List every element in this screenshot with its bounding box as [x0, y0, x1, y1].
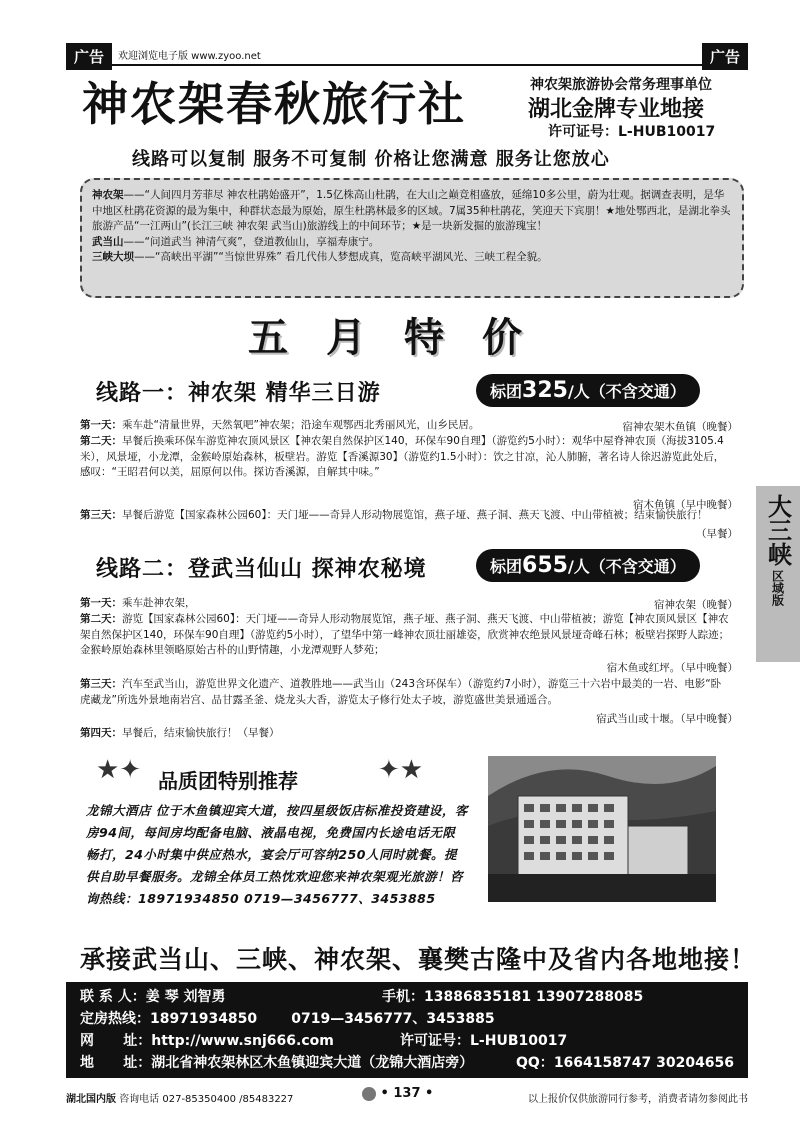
- intro-text-wudang: ——“问道武当 神清气爽”，登道教仙山，享福寿康宁。: [123, 235, 380, 248]
- day-text: 乘车赴神农架，: [122, 597, 196, 609]
- website-label: 网 址：: [80, 1033, 152, 1049]
- route1-price-badge: [476, 374, 700, 407]
- day-label: 第一天：: [80, 597, 122, 609]
- contact-block: [66, 982, 748, 1078]
- qq-label: QQ：: [516, 1055, 554, 1071]
- day-text: 游览【国家森林公园60】：天门垭——奇异人形动物展览馆，燕子垭、燕子洞、燕天飞渡、中山带植被；游览【神农顶风景区【神农架自然保护区140，环保车90自理】（游览约5小时），了望华中第一峰神农顶壮丽雄姿，欣赏神农绝景风景垭奇峰石林；板壁岩探野人踪迹；金猴岭原始森林里领略原始古朴的山野情趣，小龙潭观野人梦苑；: [80, 613, 730, 656]
- hotel-photo-illustration: [488, 756, 716, 902]
- address-text: 湖北省神农架林区木鱼镇迎宾大道（龙锦大酒店旁）: [151, 1055, 474, 1071]
- hotline-row: [80, 1008, 495, 1030]
- route1-day2-note: 宿木鱼镇（早中晚餐）: [633, 499, 738, 511]
- route2-day2: [80, 612, 730, 659]
- mobile-row: [382, 986, 643, 1008]
- contact-person-row: [80, 986, 226, 1008]
- recommend-title: 品质团特别推荐: [158, 769, 298, 793]
- ad-label-right: 广告: [702, 43, 748, 70]
- company-name: 神农架春秋旅行社: [82, 77, 466, 131]
- header-rule: [66, 64, 748, 66]
- hotel-description: 龙锦大酒店 位于木鱼镇迎宾大道，按四星级饭店标准投资建设，客房94间，每间房均配备电脑、液晶电视，免费国内长途电话无限畅打，24小时集中供应热水，宴会厅可容纳250人同时就餐。提供自助早餐服务。龙锦全体员工热忱欢迎您来神农架观光旅游！咨询热线：18971934850 0719—3456777、3453885: [86, 803, 468, 906]
- route1-day3-note: （早餐）: [696, 528, 738, 540]
- slogan: 线路可以复制 服务不可复制 价格让您满意 服务让您放心: [132, 149, 610, 170]
- intro-label-wudang: 武当山: [92, 235, 124, 248]
- hotline-number: 18971934850 0719—3456777、3453885: [150, 1011, 495, 1027]
- day-label: 第三天：: [80, 509, 122, 521]
- intro-label-shennongjia: 神农架: [92, 189, 124, 201]
- contact-person-label: 联 系 人：: [80, 989, 146, 1005]
- footer-left: [66, 1090, 293, 1105]
- license-row: [400, 1030, 567, 1052]
- contact-person: 姜 琴 刘智勇: [145, 989, 226, 1005]
- route1-price-prefix: 标团: [490, 382, 523, 401]
- day-label: 第三天：: [80, 678, 122, 690]
- address-row: [80, 1052, 473, 1074]
- mobile-number: 13886835181 13907288085: [424, 989, 644, 1005]
- route2-day2-note: 宿木鱼或红坪。（早中晚餐）: [606, 662, 738, 674]
- license-number: L-HUB10017: [470, 1033, 568, 1049]
- footer-disclaimer: 以上报价仅供旅游同行参考，消费者请勿参阅此书: [528, 1094, 748, 1105]
- route1-day3: [80, 508, 730, 524]
- hotline-label: 定房热线：: [80, 1011, 150, 1027]
- route2-day4: [80, 726, 640, 742]
- route2-day3-note: 宿武当山或十堰。（早中晚餐）: [596, 713, 738, 725]
- side-tab-small: 区域版: [770, 570, 785, 606]
- website-row: [80, 1030, 334, 1052]
- day-label: 第二天：: [80, 435, 122, 447]
- region-side-tab: [756, 486, 800, 662]
- route1-price-suffix: /人（不含交通）: [567, 382, 686, 401]
- day-text: 早餐后，结束愉快旅行！（早餐）: [122, 727, 280, 739]
- route2-day3: [80, 677, 730, 708]
- route2-price: 655: [522, 553, 568, 578]
- qq-row: [516, 1052, 734, 1074]
- association-text: 神农架旅游协会常务理事单位: [530, 77, 712, 93]
- day-label: 第二天：: [80, 613, 122, 625]
- route2-day1-note: 宿神农架（晚餐）: [654, 599, 738, 611]
- intro-box: [80, 178, 744, 298]
- fireworks-star-icon: ★✦: [96, 755, 142, 785]
- route1-day2: [80, 434, 730, 481]
- gold-service-text: 湖北金牌专业地接: [528, 97, 705, 122]
- welcome-text: 欢迎浏览电子版 www.zyoo.net: [118, 51, 261, 62]
- hotel-photo: [488, 756, 716, 902]
- day-label: 第一天：: [80, 419, 122, 431]
- route2-price-badge: [476, 549, 700, 582]
- day-text: 汽车至武当山，游览世界文化遗产、道教胜地——武当山（243含环保车）（游览约7小时），游览三十六岩中最美的一岩、电影“卧虎藏龙”所选外景地南岩宫、品甘露圣釜、烧龙头大香，游览太子修行处太子坡，游览盛世美景通遥合。: [80, 678, 722, 706]
- day-text: 乘车赴“清量世界，天然氧吧”神农架；沿途车观鄂西北秀丽风光，山乡民居。: [122, 419, 480, 431]
- page-badge-icon: [362, 1087, 376, 1101]
- route2-price-prefix: 标团: [490, 557, 523, 576]
- route1-title: 线路一：神农架 精华三日游: [96, 381, 381, 406]
- address-label: 地 址：: [80, 1055, 152, 1071]
- license-text: 许可证号：L-HUB10017: [548, 124, 716, 140]
- page-number-text: • 137 •: [380, 1086, 434, 1101]
- intro-text-shennongjia: ——“人间四月芳菲尽 神农杜鹃始盛开”，1.5亿株高山杜鹃，在大山之巅竞相盛放，延绵10多公里，蔚为壮观。据调查表明，是华中地区杜鹃花资源的最为集中，种群状态最为原始，原生杜鹃林最多的区域。7属35种杜鹃花，笑迎天下宾朋！★地处鄂西北，是湖北拳头旅游产品“一江两山”(长江三峡 神农架 武当山)旅游线上的中间环节；★是一块新发掘的旅游瑰宝！: [92, 189, 731, 232]
- qq-number: 1664158747 30204656: [553, 1055, 735, 1071]
- website-link[interactable]: http://www.snj666.com: [151, 1033, 334, 1049]
- route2-price-suffix: /人（不含交通）: [567, 557, 686, 576]
- route1-day1: [80, 418, 640, 434]
- day-text: 早餐后游览【国家森林公园60】：天门垭——奇异人形动物展览馆，燕子垭、燕子洞、燕天飞渡、中山带植被；结束愉快旅行！: [122, 509, 708, 521]
- may-special-title: 五月特价: [248, 315, 560, 361]
- license-label: 许可证号：: [400, 1033, 470, 1049]
- route2-title: 线路二：登武当仙山 探神农秘境: [96, 557, 427, 582]
- intro-label-sanxia: 三峡大坝: [92, 251, 134, 263]
- service-banner: 承接武当山、三峡、神农架、襄樊古隆中及省内各地地接！: [80, 945, 757, 974]
- side-tab-big: 大三峡: [763, 494, 792, 566]
- footer-phone: 咨询电话 027-85350400 /85483227: [119, 1094, 294, 1105]
- intro-text-sanxia: ——“高峡出平湖”“当惊世界殊” 看几代伟人梦想成真，览高峡平湖风光、三峡工程全貌。: [134, 251, 548, 263]
- day-text: 早餐后换乘环保车游览神农顶风景区【神农架自然保护区140，环保车90自理】（游览约5小时）：观华中屋脊神农顶（海拔3105.4米），风景垭，小龙潭，金猴岭原始森林，板壁岩。游览【香溪源30】（游览约1.5小时）：饮之甘凉，沁人肺腑，著名诗人徐迟游览此处后，感叹：“王昭君何以美，屈原何以伟。探访香溪源，自解其中味。”: [80, 435, 725, 478]
- route2-day1: [80, 596, 640, 612]
- ad-label-left: 广告: [66, 43, 112, 70]
- footer-edition: 湖北国内版: [66, 1094, 116, 1105]
- route1-price: 325: [522, 378, 568, 403]
- mobile-label: 手机：: [382, 989, 424, 1005]
- route1-day1-note: 宿神农架木鱼镇（晚餐）: [622, 421, 738, 433]
- page-number: [362, 1086, 433, 1101]
- fireworks-star-icon: ✦★: [378, 755, 424, 785]
- day-label: 第四天：: [80, 727, 122, 739]
